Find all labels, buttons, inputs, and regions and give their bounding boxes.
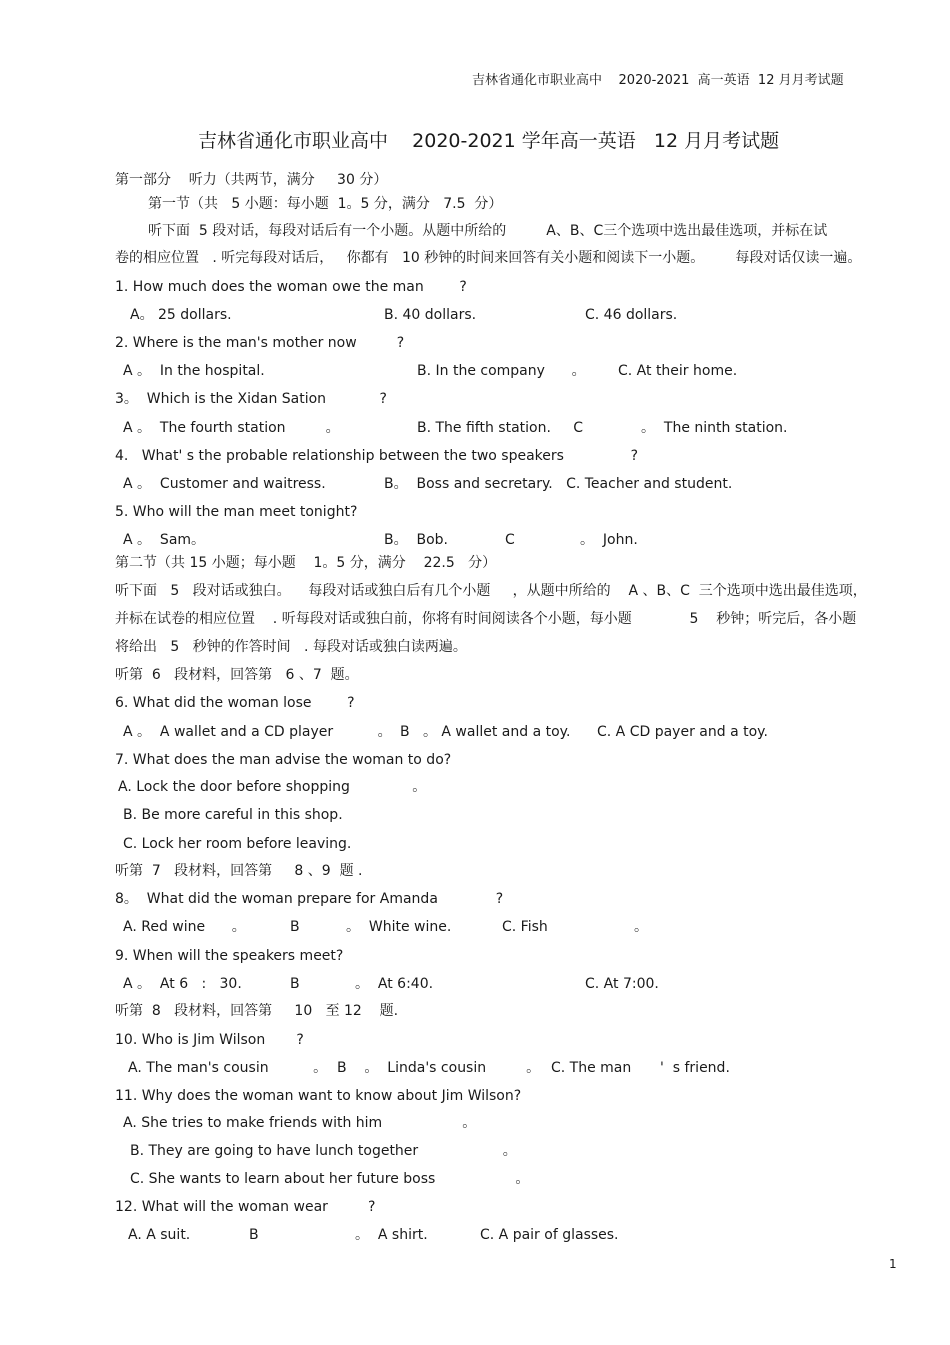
section2-instructions-line3: 将给出 5 秒钟的作答时间 . 每段对话或独白读两遍。 xyxy=(115,639,467,655)
question-11-option-b: B. They are going to have lunch together 。 xyxy=(130,1143,517,1159)
material-8-heading: 听第 8 段材料，回答第 10 至 12 题. xyxy=(115,1003,399,1019)
part1-heading: 第一部分 听力（共两节，满分 30 分） xyxy=(115,172,388,188)
question-7-option-b: B. Be more careful in this shop. xyxy=(123,807,343,823)
question-11-option-c: C. She wants to learn about her future boss 。 xyxy=(130,1171,530,1187)
question-4-stem: 4. What' s the probable relationship between the two speakers ? xyxy=(115,448,639,464)
question-10-option-a: A. The man's cousin 。 xyxy=(128,1060,328,1076)
question-9-option-a: A 。 At 6 : 30. xyxy=(123,976,242,992)
question-3-option-a: A 。 The fourth station 。 xyxy=(123,420,340,436)
section2-instructions-line2: 并标在试卷的相应位置 . 听每段对话或独白前，你将有时间阅读各个小题，每小题 5 秒钟；听完后，各小题 xyxy=(115,611,857,627)
question-1-stem: 1. How much does the woman owe the man ? xyxy=(115,279,467,295)
question-8-option-b: 。 White wine. xyxy=(346,919,452,935)
question-11-stem: 11. Why does the woman want to know about Jim Wilson? xyxy=(115,1088,522,1104)
page-number: 1 xyxy=(889,1257,897,1271)
question-1-option-c: C. 46 dollars. xyxy=(585,307,678,323)
page-title: 吉林省通化市职业高中 2020-2021 学年高一英语 12 月月考试题 xyxy=(198,130,780,152)
running-header: 吉林省通化市职业高中 2020-2021 高一英语 12 月月考试题 xyxy=(472,73,844,88)
section1-instructions-line2: 卷的相应位置 . 听完每段对话后， 你都有 10 秒钟的时间来回答有关小题和阅读下一小题。 每段对话仅读一遍。 xyxy=(115,250,862,266)
question-3-option-c: 。 The ninth station. xyxy=(641,420,788,436)
question-8-option-c-mark: 。 xyxy=(634,919,648,935)
question-10-stem: 10. Who is Jim Wilson ? xyxy=(115,1032,304,1048)
question-5-option-b: B。 Bob. xyxy=(384,532,449,548)
question-1-option-b: B. 40 dollars. xyxy=(384,307,477,323)
question-2-option-c: C. At their home. xyxy=(618,363,738,379)
question-7-stem: 7. What does the man advise the woman to do? xyxy=(115,752,452,768)
question-8-option-c: C. Fish xyxy=(502,919,548,935)
question-3-option-b: B. The fifth station. C xyxy=(417,420,583,436)
question-5-stem: 5. Who will the man meet tonight? xyxy=(115,504,358,520)
material-7-heading: 听第 7 段材料，回答第 8 、9 题 . xyxy=(115,863,363,879)
question-2-option-b: B. In the company 。 xyxy=(417,363,586,379)
question-1-option-a: A。 25 dollars. xyxy=(130,307,232,323)
question-10-option-b: B 。 Linda's cousin 。 xyxy=(337,1060,541,1076)
question-10-option-c-suffix: ' s friend. xyxy=(660,1060,730,1076)
material-6-heading: 听第 6 段材料，回答第 6 、7 题。 xyxy=(115,667,359,683)
question-6-option-a: A 。 A wallet and a CD player 。 xyxy=(123,724,392,740)
question-5-option-a: A 。 Sam。 xyxy=(123,532,206,548)
question-6-stem: 6. What did the woman lose ? xyxy=(115,695,355,711)
question-6-option-b: B 。 A wallet and a toy. xyxy=(400,724,571,740)
question-10-option-c: C. The man xyxy=(551,1060,632,1076)
question-9-option-c: C. At 7:00. xyxy=(585,976,659,992)
question-9-option-b: 。 At 6:40. xyxy=(355,976,434,992)
section2-instructions-line1: 听下面 5 段对话或独白。 每段对话或独白后有几个小题 ，从题中所给的 A 、B、C 三个选项中选出最佳选项， xyxy=(115,583,867,599)
question-12-option-b-letter: B xyxy=(249,1227,259,1243)
question-12-option-a: A. A suit. xyxy=(128,1227,191,1243)
question-5-option-c: 。 John. xyxy=(580,532,638,548)
question-4-option-a: A 。 Customer and waitress. xyxy=(123,476,326,492)
section2-heading: 第二节（共 15 小题；每小题 1。5 分，满分 22.5 分） xyxy=(115,555,497,571)
question-8-stem: 8。 What did the woman prepare for Amanda ? xyxy=(115,891,504,907)
question-2-option-a: A 。 In the hospital. xyxy=(123,363,265,379)
question-5-option-c-letter: C xyxy=(505,532,515,548)
question-2-stem: 2. Where is the man's mother now ? xyxy=(115,335,405,351)
question-12-stem: 12. What will the woman wear ? xyxy=(115,1199,376,1215)
question-12-option-c: C. A pair of glasses. xyxy=(480,1227,619,1243)
question-7-option-a: A. Lock the door before shopping 。 xyxy=(118,779,427,795)
question-12-option-b: 。 A shirt. xyxy=(355,1227,428,1243)
question-11-option-a: A. She tries to make friends with him 。 xyxy=(123,1115,477,1131)
question-7-option-c: C. Lock her room before leaving. xyxy=(123,836,352,852)
section1-instructions-line1: 听下面 5 段对话，每段对话后有一个小题。从题中所给的 A、B、C三个选项中选出最佳选项，并标在试 xyxy=(148,223,828,239)
question-8-option-b-letter: B xyxy=(290,919,300,935)
question-9-option-b-letter: B xyxy=(290,976,300,992)
question-6-option-c: C. A CD payer and a toy. xyxy=(597,724,768,740)
question-8-option-a: A. Red wine 。 xyxy=(123,919,246,935)
section1-heading: 第一节（共 5 小题：每小题 1。5 分，满分 7.5 分） xyxy=(148,196,503,212)
question-9-stem: 9. When will the speakers meet? xyxy=(115,948,344,964)
question-3-stem: 3。 Which is the Xidan Sation ? xyxy=(115,391,387,407)
question-4-options-b-c: B。 Boss and secretary. C. Teacher and student. xyxy=(384,476,733,492)
